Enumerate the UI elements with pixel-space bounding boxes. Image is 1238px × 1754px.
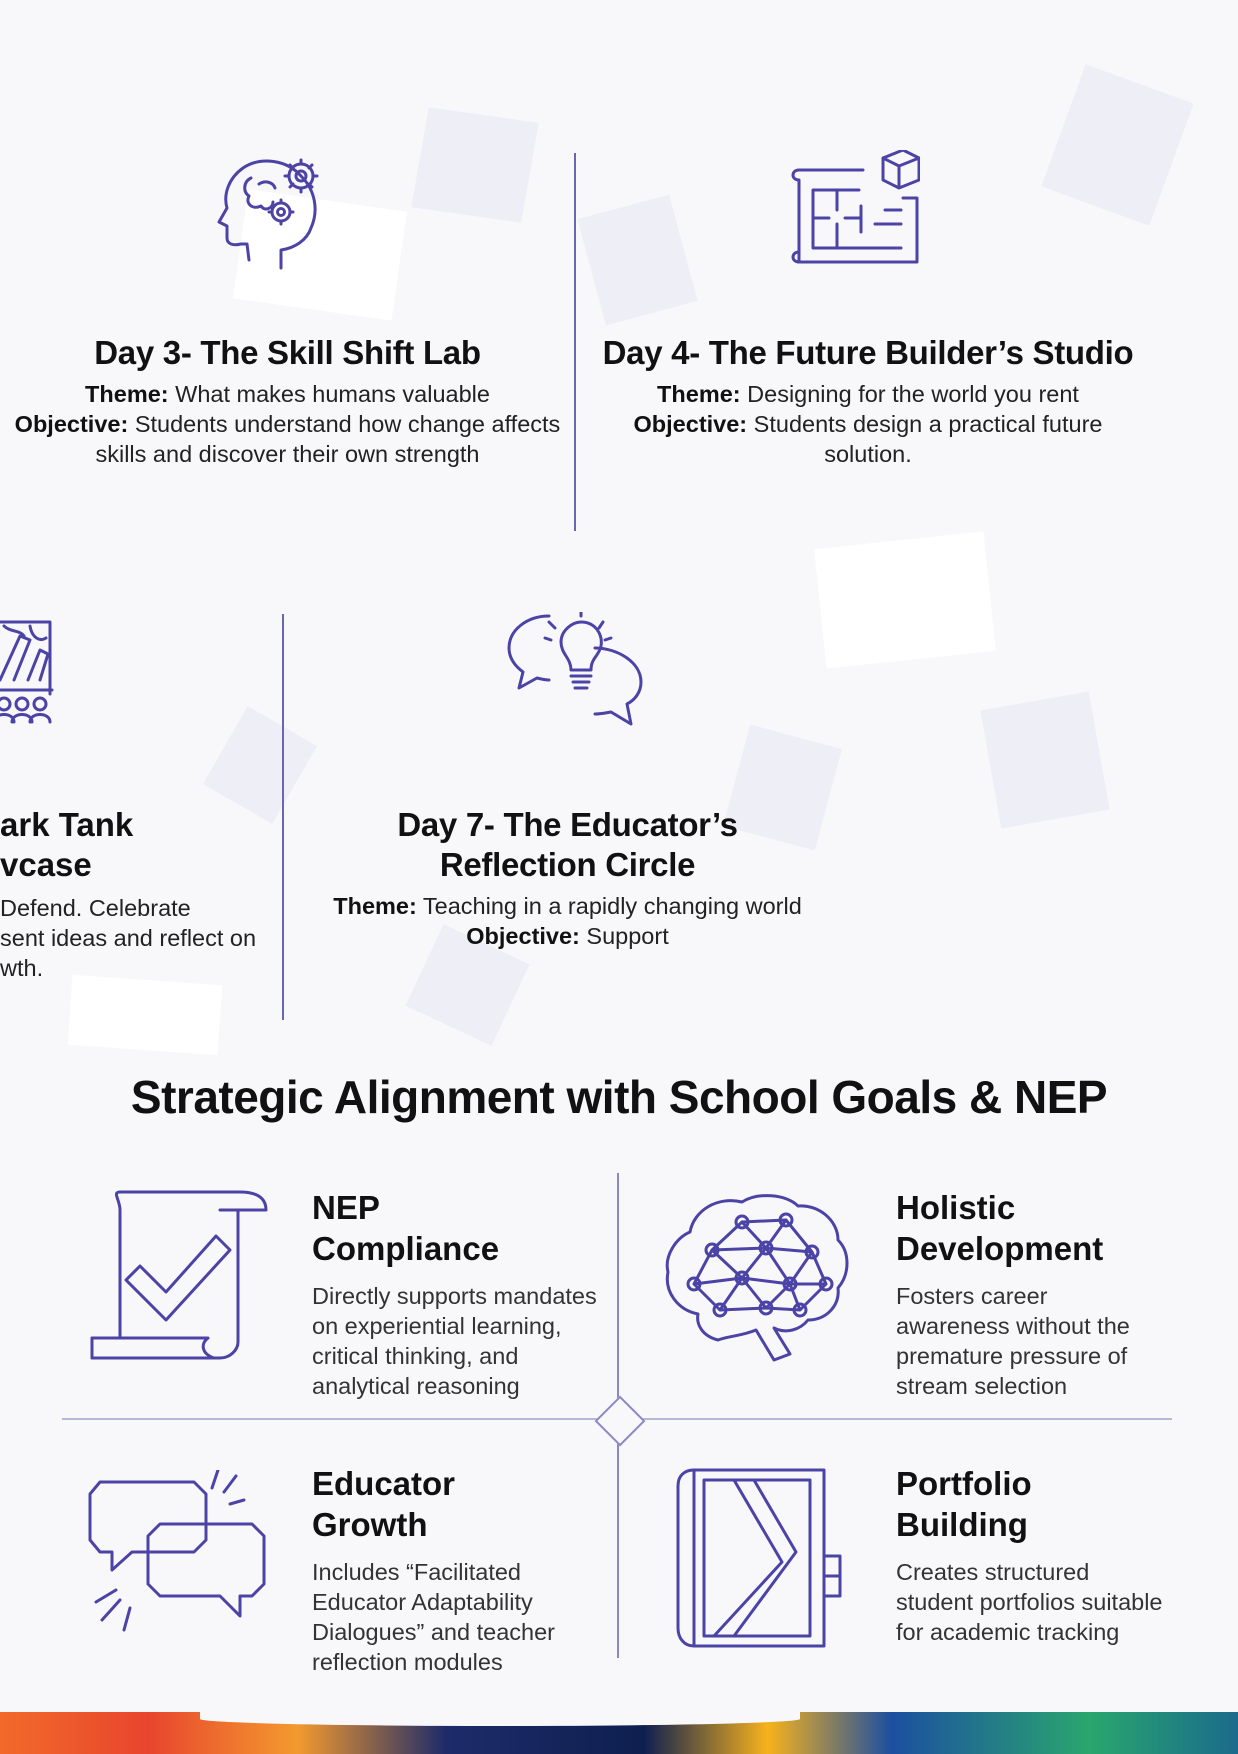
theme-text: Designing for the world you rent [740, 380, 1079, 407]
goal-title: Holistic Development [896, 1189, 1104, 1267]
day-title-line: vcase [0, 846, 92, 883]
day-title-line: ark Tank [0, 806, 134, 843]
blueprint-box-icon [785, 150, 920, 270]
objective-text: Students understand how change affects skills and discover their own strength [95, 410, 561, 467]
theme-text: What makes humans valuable [168, 380, 490, 407]
goal-title: Portfolio Building [896, 1465, 1032, 1543]
goal-card [312, 1463, 592, 1677]
day-description: Defend. Celebrate sent ideas and reflect on wth. [0, 895, 257, 981]
stage-audience-icon [0, 614, 55, 736]
objective-label: Objective: [466, 923, 580, 949]
network-brain-icon [662, 1192, 852, 1362]
background-shape [814, 531, 996, 668]
theme-label: Theme: [657, 380, 741, 407]
goal-card [896, 1187, 1166, 1401]
goal-description: Directly supports mandates on experiential learning, critical thinking, and analytical reasoning [312, 1283, 597, 1399]
brain-gears-icon [215, 148, 345, 270]
background-shape [1041, 64, 1194, 225]
day-description [578, 379, 1158, 469]
dialogue-bubbles-icon [88, 1470, 268, 1640]
goal-description: Includes “Facilitated Educator Adaptability Dialogues” and teacher reflection modules [312, 1559, 555, 1675]
day-title: Day 4- The Future Builder’s Studio [602, 334, 1134, 371]
diamond-ornament [595, 1396, 646, 1447]
theme-label: Theme: [333, 893, 417, 919]
goal-card [312, 1187, 602, 1401]
day-card [0, 333, 575, 469]
day-card [578, 333, 1158, 469]
portfolio-folder-icon [674, 1466, 844, 1651]
background-shape [68, 975, 223, 1055]
day-description [0, 379, 575, 469]
theme-label: Theme: [85, 380, 169, 407]
chat-lightbulb-icon [505, 612, 645, 732]
cut-off-day-card [0, 805, 280, 983]
objective-text: Support [579, 923, 669, 949]
goal-title: Educator Growth [312, 1465, 456, 1543]
goal-description: Fosters career awareness without the premature pressure of stream selection [896, 1283, 1130, 1399]
footer-color-band [0, 1712, 1238, 1754]
day-description [305, 891, 830, 951]
vertical-divider [282, 614, 284, 1020]
day-title: Day 3- The Skill Shift Lab [94, 334, 481, 371]
background-shape [980, 691, 1109, 828]
objective-label: Objective: [14, 410, 129, 437]
background-shape [411, 107, 539, 222]
theme-text: Teaching in a rapidly changing world [416, 893, 802, 919]
document-check-icon [88, 1188, 268, 1368]
objective-label: Objective: [633, 410, 748, 437]
objective-text: Students design a practical future solution. [747, 410, 1103, 467]
goal-description: Creates structured student portfolios suitable for academic tracking [896, 1559, 1163, 1645]
goal-title: NEP Compliance [312, 1189, 500, 1267]
day-title: Day 7- The Educator’s Reflection Circle [397, 806, 738, 883]
goal-card [896, 1463, 1166, 1647]
section-title: Strategic Alignment with School Goals & NEP [130, 1071, 1108, 1123]
day-card [305, 805, 830, 951]
background-shape [577, 195, 697, 326]
